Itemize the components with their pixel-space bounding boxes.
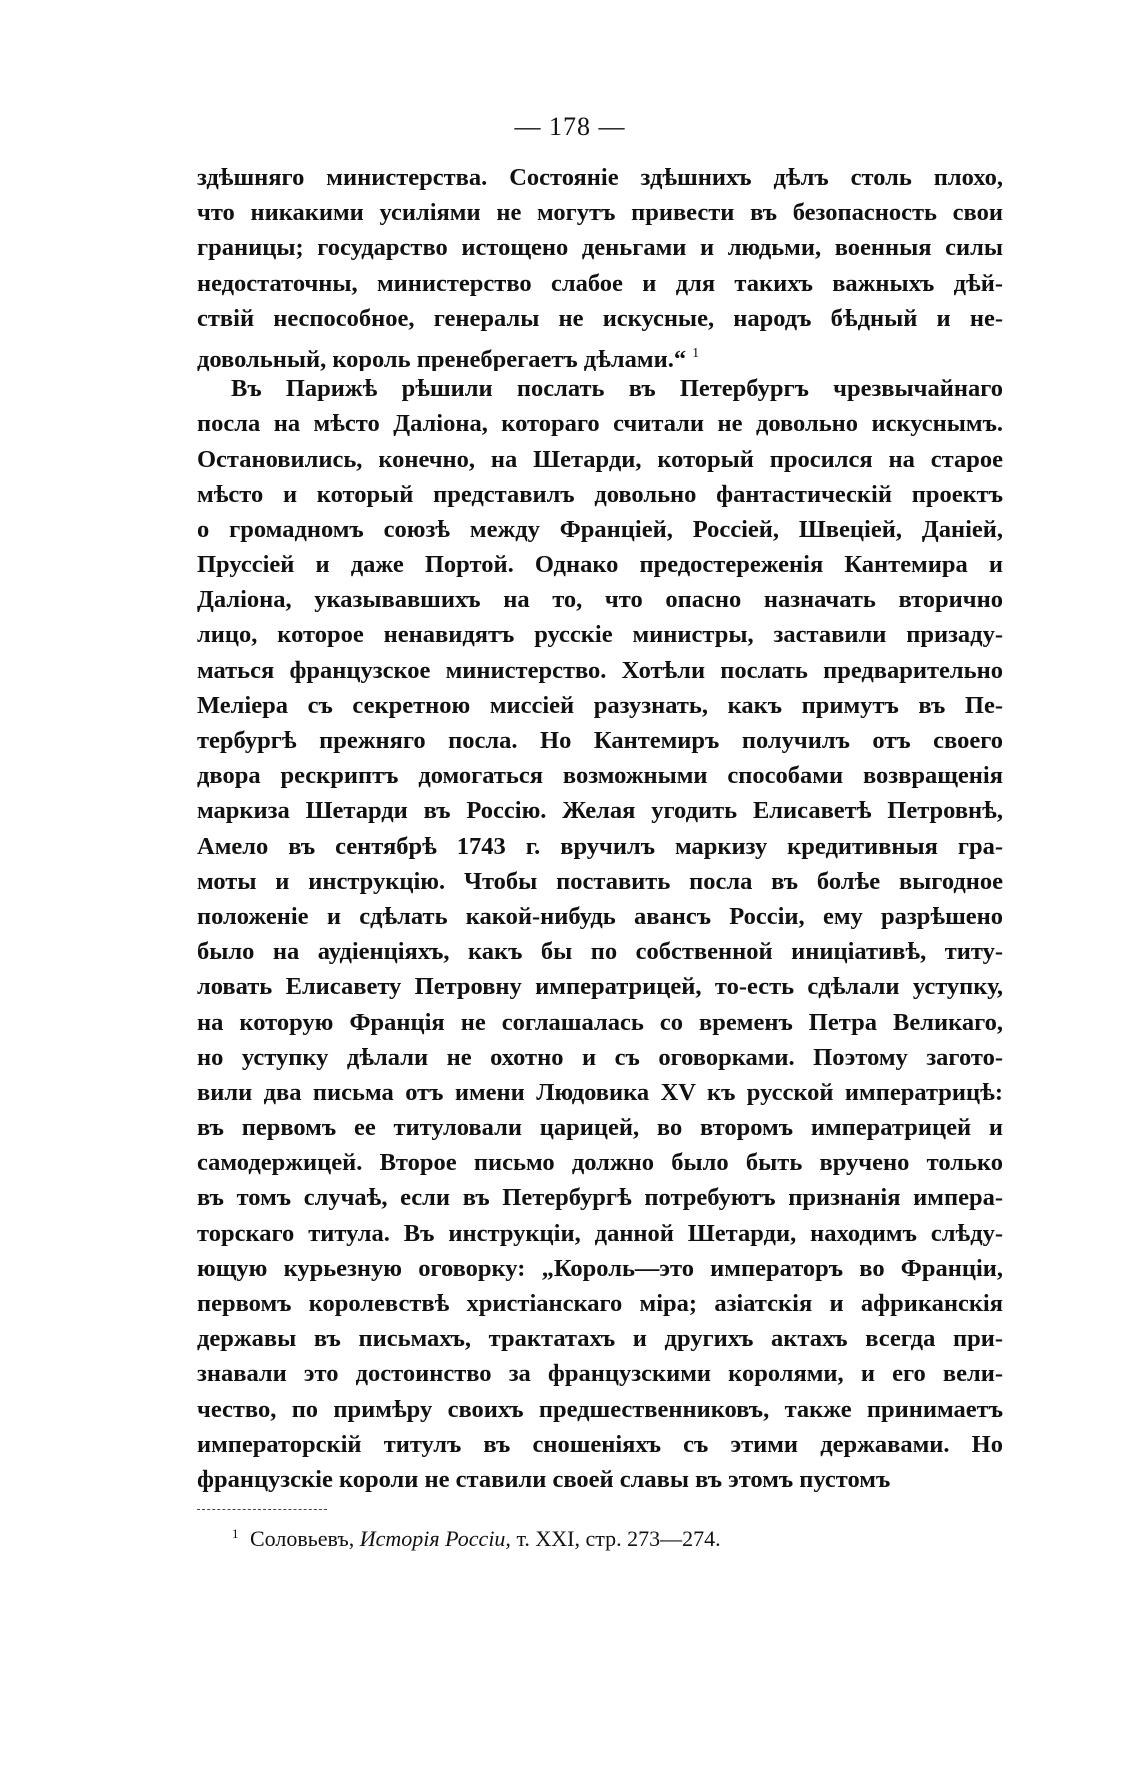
text-line: мѣсто и который представилъ довольно фантастическій проектъ: [197, 480, 1003, 508]
text-line: въ томъ случаѣ, если въ Петербургѣ потребуютъ признанія импера-: [197, 1184, 1003, 1212]
body-text: [197, 160, 1003, 1497]
text-line: Мелiера съ секретною миссіей разузнать, какъ примутъ въ Пе-: [197, 691, 1003, 719]
text-line: довольный, король пренебрегаетъ дѣлами.“ $^1$: [197, 345, 700, 372]
text-line: о громадномъ союзѣ между Франціей, Россіей, Швеціей, Даніей,: [197, 515, 1003, 543]
text-line: Остановились, конечно, на Шетарди, который просился на старое: [197, 445, 1003, 473]
footnote-title: Исторія Россіи,: [359, 1526, 511, 1551]
footnote-divider: [197, 1509, 327, 1510]
text-line: Въ Парижѣ рѣшили послать въ Петербургъ чрезвычайнаго: [231, 375, 1003, 403]
text-line: вили два письма отъ имени Людовика XV къ русской императрицѣ:: [197, 1078, 1003, 1106]
text-line: было на аудіенціяхъ, какъ бы по собственной иниціативѣ, титу-: [197, 938, 1003, 966]
text-line: первомъ королевствѣ христіанскаго міра; азіатскія и африканскія: [197, 1290, 1003, 1317]
text-line: моты и инструкцію. Чтобы поставить посла въ болѣе выгодное: [197, 867, 1003, 895]
text-line: маркиза Шетарди въ Россію. Желая угодить Елисаветѣ Петровнѣ,: [197, 797, 1003, 825]
footnote-mark: 1: [232, 1526, 239, 1541]
text-line: Амело въ сентябрѣ 1743 г. вручилъ маркизу кредитивныя гра-: [197, 832, 1003, 860]
footnote-details: т. XXI, стр. 273—274.: [516, 1526, 721, 1551]
text-line: торскаго титула. Въ инструкціи, данной Шетарди, находимъ слѣду-: [197, 1219, 1003, 1247]
text-line: Пруссіей и даже Портой. Однако предостереженія Кантемира и: [197, 551, 1003, 579]
text-line: двора рескриптъ домогаться возможными способами возвращенія: [197, 762, 1003, 790]
footnote: [232, 1526, 972, 1552]
page-number: — 178 —: [514, 112, 626, 141]
text-line: ющую курьезную оговорку: „Король—это императоръ во Франціи,: [197, 1254, 1003, 1282]
text-line: французскіе короли не ставили своей славы въ этомъ пустомъ: [197, 1465, 891, 1493]
text-line: знавали это достоинство за французскими королями, и его вели-: [197, 1360, 1003, 1388]
text-line: границы; государство истощено деньгами и людьми, военныя силы: [197, 234, 1003, 262]
text-line: недостаточны, министерство слабое и для такихъ важныхъ дѣй-: [197, 269, 1003, 297]
text-line: на которую Франція не соглашалась со временъ Петра Великаго,: [197, 1008, 1003, 1036]
text-line: Даліона, указывавшихъ на то, что опасно назначать вторично: [197, 586, 1003, 614]
footnote-reference: 1: [692, 345, 700, 361]
text-line: чество, по примѣру своихъ предшественниковъ, также принимаетъ: [197, 1395, 1003, 1423]
text-line: посла на мѣсто Даліона, котораго считали не довольно искуснымъ.: [197, 410, 1003, 438]
text-line: ловать Елисавету Петровну императрицей, то-есть сдѣлали уступку,: [197, 973, 1003, 1001]
text-line: самодержицей. Второе письмо должно было быть вручено только: [197, 1149, 1003, 1177]
footnote-author: Соловьевъ,: [250, 1526, 355, 1551]
text-line: маться французское министерство. Хотѣли послать предварительно: [197, 656, 1003, 684]
text-line: здѣшняго министерства. Состояніе здѣшнихъ дѣлъ столь плохо,: [197, 164, 1003, 191]
text-line: ствій неспособное, генералы не искусные, народъ бѣдный и не-: [197, 304, 1003, 332]
text-line: державы въ письмахъ, трактатахъ и другихъ актахъ всегда при-: [197, 1325, 1003, 1353]
text-line: положеніе и сдѣлать какой-нибудь авансъ Россіи, ему разрѣшено: [197, 902, 1003, 930]
text-line: но уступку дѣлали не охотно и съ оговорками. Поэтому загото-: [197, 1043, 1003, 1071]
text-line: лицо, которое ненавидятъ русскіе министры, заставили призаду-: [197, 621, 1003, 649]
text-line: тербургѣ прежняго посла. Но Кантемиръ получилъ отъ своего: [197, 727, 1003, 754]
text-line: что никакими усиліями не могутъ привести въ безопасность свои: [197, 199, 1003, 227]
text-line: императорскій титулъ въ сношеніяхъ съ этими державами. Но: [197, 1430, 1003, 1458]
text-line: въ первомъ ее титуловали царицей, во второмъ императрицей и: [197, 1114, 1003, 1142]
